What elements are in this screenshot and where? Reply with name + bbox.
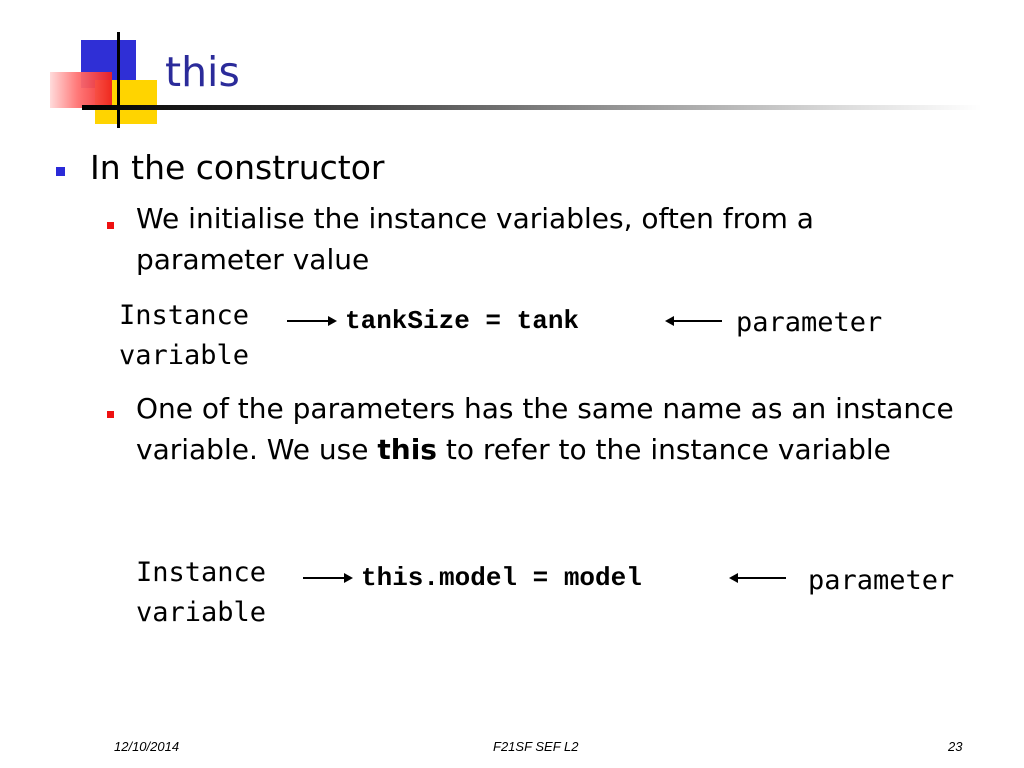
instance-variable-label <box>119 296 249 376</box>
keyword-bold: this <box>377 433 437 466</box>
arrow-right-icon <box>303 577 351 579</box>
arrow-left-icon <box>731 577 786 579</box>
label-line: Instance <box>136 557 267 588</box>
slide-title: this <box>165 48 240 96</box>
sub-bullet-text: We initialise the instance variables, often from a parameter value <box>136 202 814 276</box>
code-statement: tankSize = tank <box>345 306 580 336</box>
code-statement: this.model = model <box>361 563 642 593</box>
bullet-text: In the constructor <box>90 148 385 187</box>
sub-bullet-text <box>136 388 996 470</box>
sub-bullet-square-icon <box>107 222 114 229</box>
label-line: variable <box>136 597 267 628</box>
logo-vertical-line <box>117 32 120 128</box>
instance-variable-label <box>136 553 266 633</box>
parameter-label: parameter <box>808 565 955 596</box>
footer-page-number: 23 <box>948 739 963 754</box>
footer-date: 12/10/2014 <box>114 739 180 754</box>
label-line: Instance <box>119 300 250 331</box>
arrow-left-icon <box>667 320 722 322</box>
text-run: One of the parameters has the same name as an instance variable. We use <box>136 392 954 466</box>
footer-course: F21SF SEF L2 <box>493 739 579 754</box>
label-line: variable <box>119 340 250 371</box>
logo-red-square <box>50 72 112 108</box>
title-underline <box>82 105 982 110</box>
arrow-right-icon <box>287 320 335 322</box>
sub-bullet-square-icon <box>107 411 114 418</box>
bullet-square-icon <box>56 167 65 176</box>
text-run: to refer to the instance variable <box>436 433 891 466</box>
parameter-label: parameter <box>736 307 883 338</box>
